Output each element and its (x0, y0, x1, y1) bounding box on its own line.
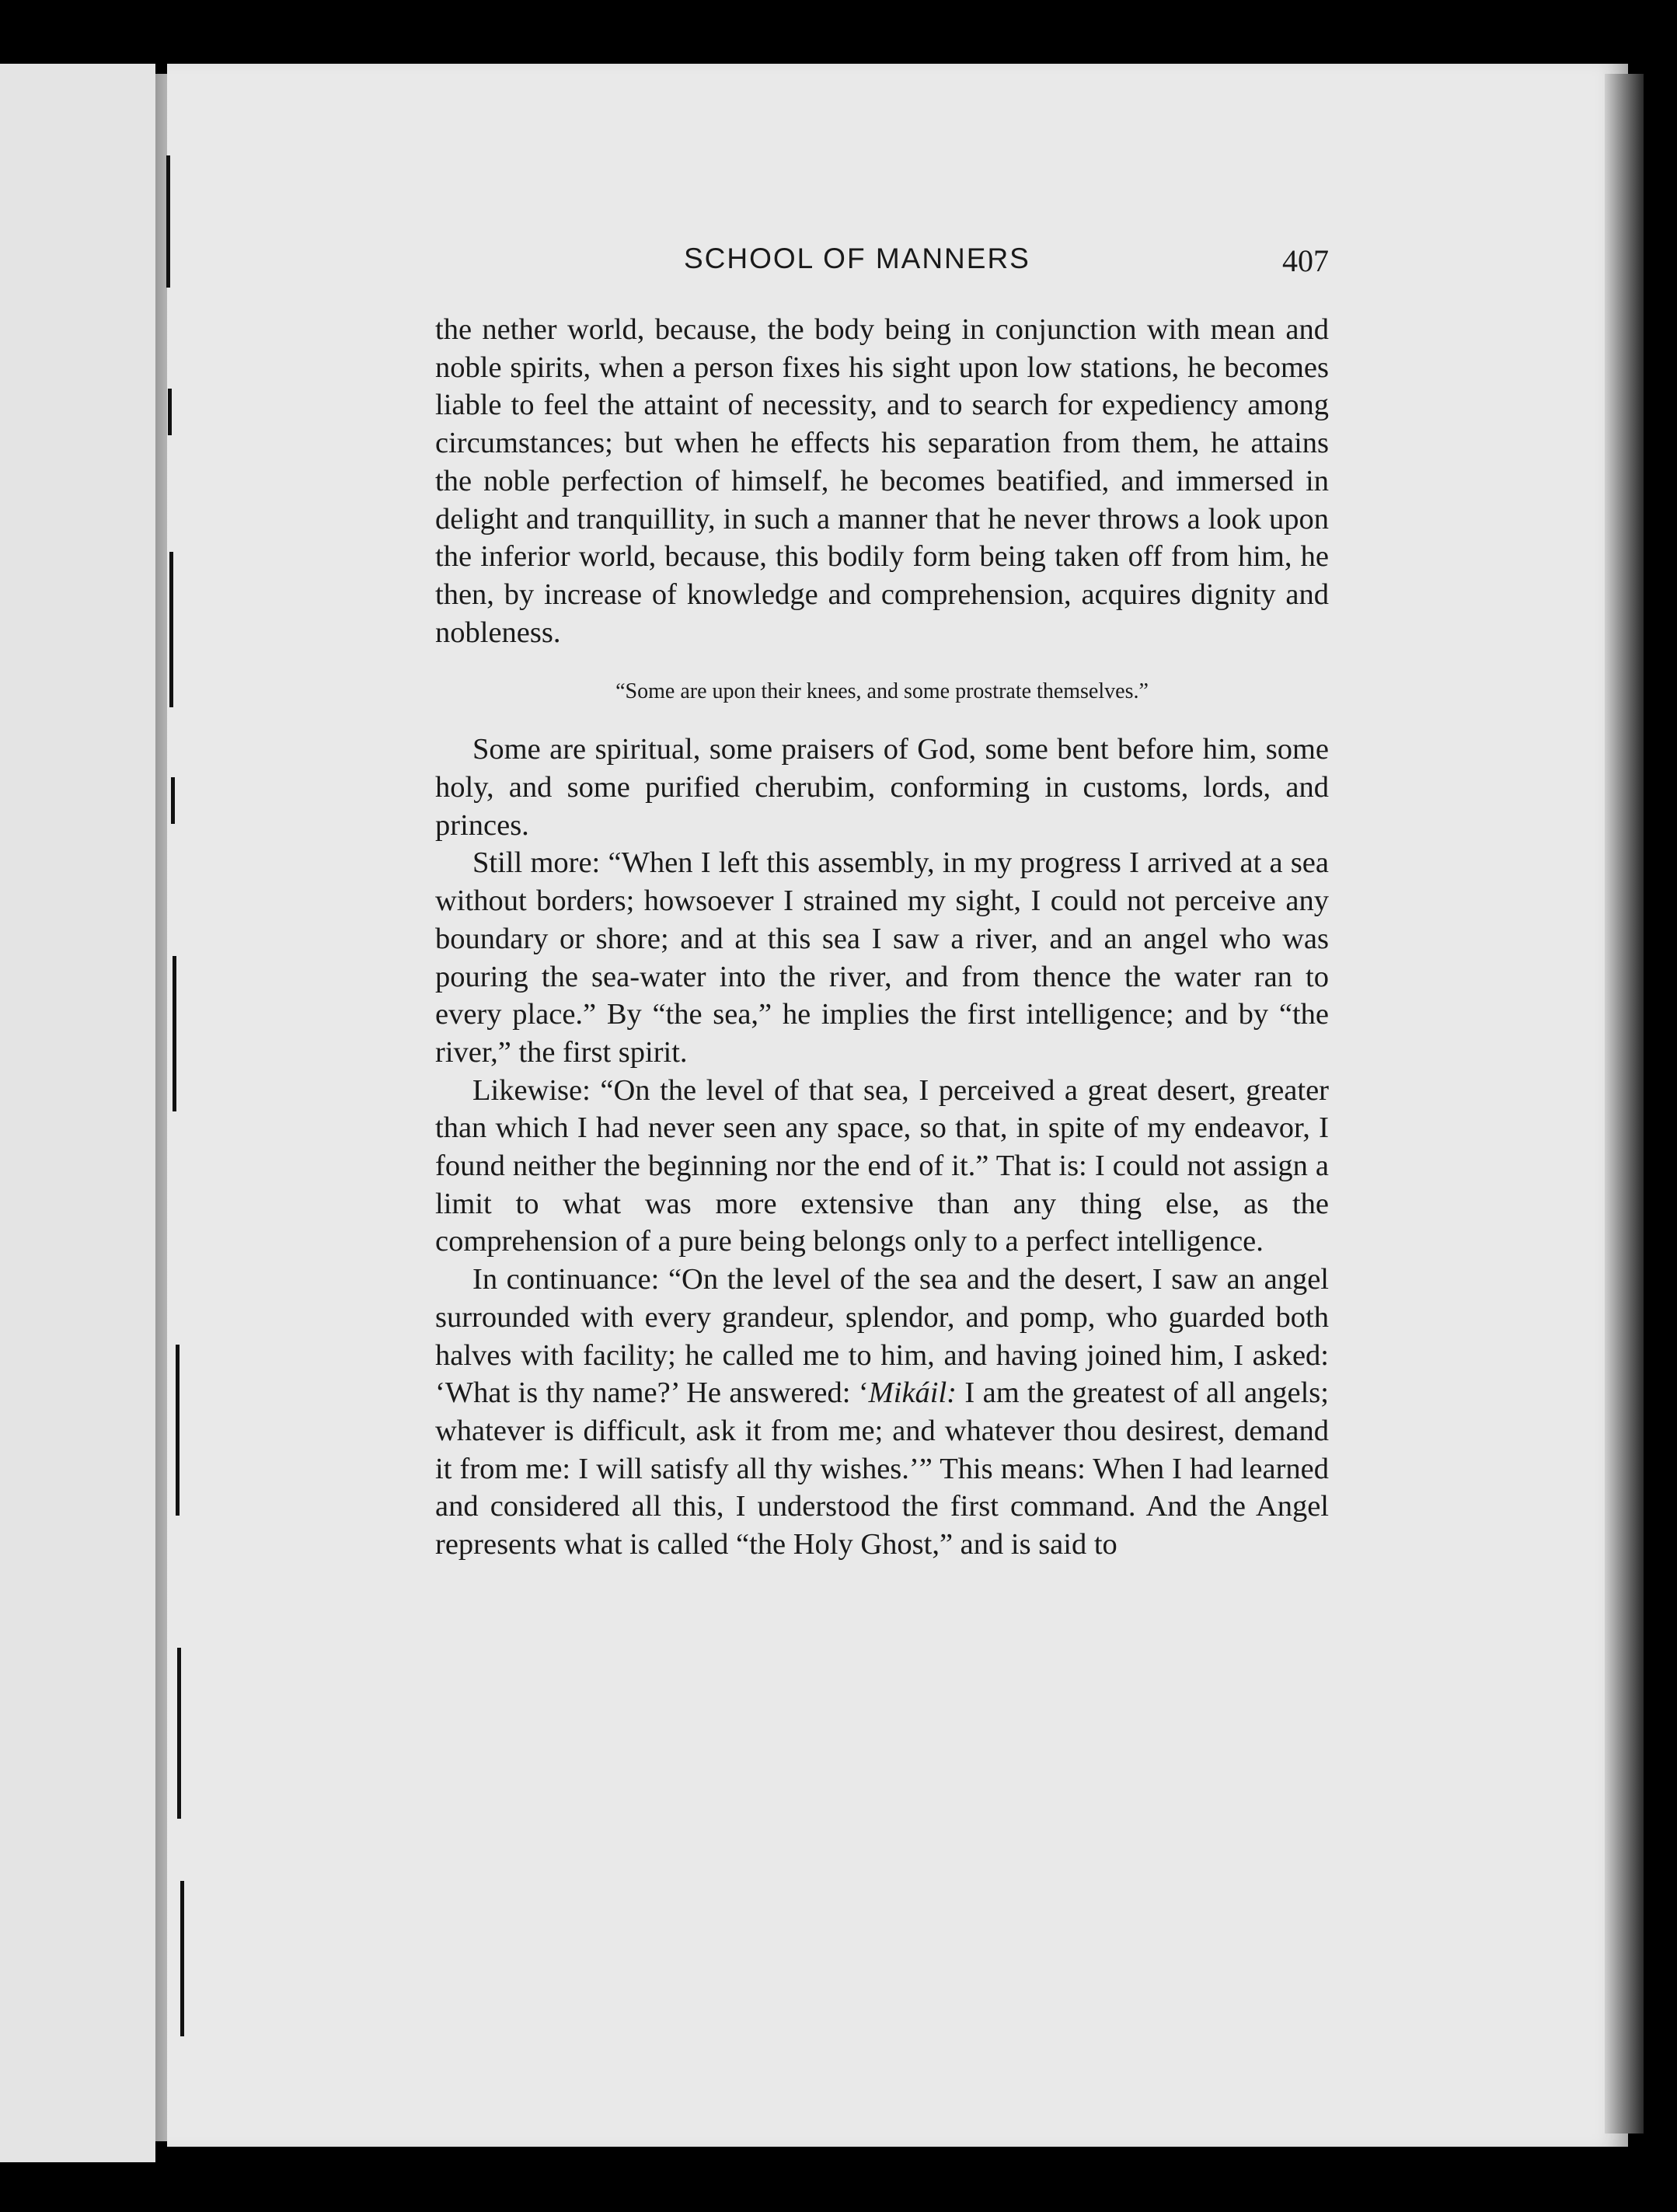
paragraph-text: In continuance: “On the level of the sea and the desert, I saw an angel surrounded with every grandeur, splendor, and pomp, who guarded both halves with facility; he called me to him, and having joined him, I asked: ‘What is thy name?’ He answered: ‘ (435, 1263, 1329, 1410)
gutter-mark (173, 956, 176, 1111)
page-number: 407 (1282, 243, 1329, 278)
gutter-mark (169, 552, 173, 707)
verse-quotation: “Some are upon their knees, and some prostrate themselves.” (615, 679, 1149, 704)
paragraph-text: I am the greatest of all angels; whatever is difficult, ask it from me; and whatever thou desirest, demand it from me: I will satisfy all thy wishes.’” This means: When I had learned and considered all this, I understood the first command. And the Angel represents what is called “the Holy Ghost,” and is said to (435, 1376, 1329, 1561)
gutter-mark (177, 1648, 181, 1819)
gutter-mark (180, 1881, 184, 2036)
gutter-mark (168, 389, 172, 435)
paragraph: Some are spiritual, some praisers of God, some bent before him, some holy, and some purified cherubim, conforming in customs, lords, and princes. (435, 733, 1329, 842)
gutter-mark (171, 777, 175, 824)
paragraph: Likewise: “On the level of that sea, I perceived a great desert, greater than which I had never seen any space, so that, in spite of my endeavor, I found neither the beginning nor the end of it.” That is: I could not assign a limit to what was more extensive than any thing else, as the comprehension of a pure being belongs only to a perfect intelligence. (435, 1073, 1329, 1258)
body-text (435, 311, 1329, 1564)
paragraph: the nether world, because, the body being in conjunction with mean and noble spirits, when a person fixes his sight upon low stations, he becomes liable to feel the attaint of necessity, and to search for expediency among circumstances; but when he effects his separation from them, he attains the noble perfection of himself, he becomes beatified, and immersed in delight and tranquillity, in such a manner that he never throws a look upon the inferior world, because, this bodily form being taken off from him, he then, by increase of knowledge and comprehension, acquires dignity and nobleness. (435, 313, 1329, 649)
gutter-mark (176, 1345, 180, 1516)
facing-page-edge (0, 64, 155, 2162)
gutter-mark (166, 155, 170, 288)
running-title: SCHOOL OF MANNERS (684, 242, 1030, 274)
paragraph (435, 1261, 1329, 1564)
angel-name: Mikáil: (868, 1376, 957, 1410)
paragraph: Still more: “When I left this assembly, in my progress I arrived at a sea without borders; howsoever I strained my sight, I could not perceive any boundary or shore; and at this sea I saw a river, and an angel who was pouring the sea-water into the river, and from thence the water ran to every place.” By “the sea,” he implies the first intelligence; and by “the river,” the first spirit. (435, 846, 1329, 1069)
page-right-edge (1605, 74, 1644, 2133)
